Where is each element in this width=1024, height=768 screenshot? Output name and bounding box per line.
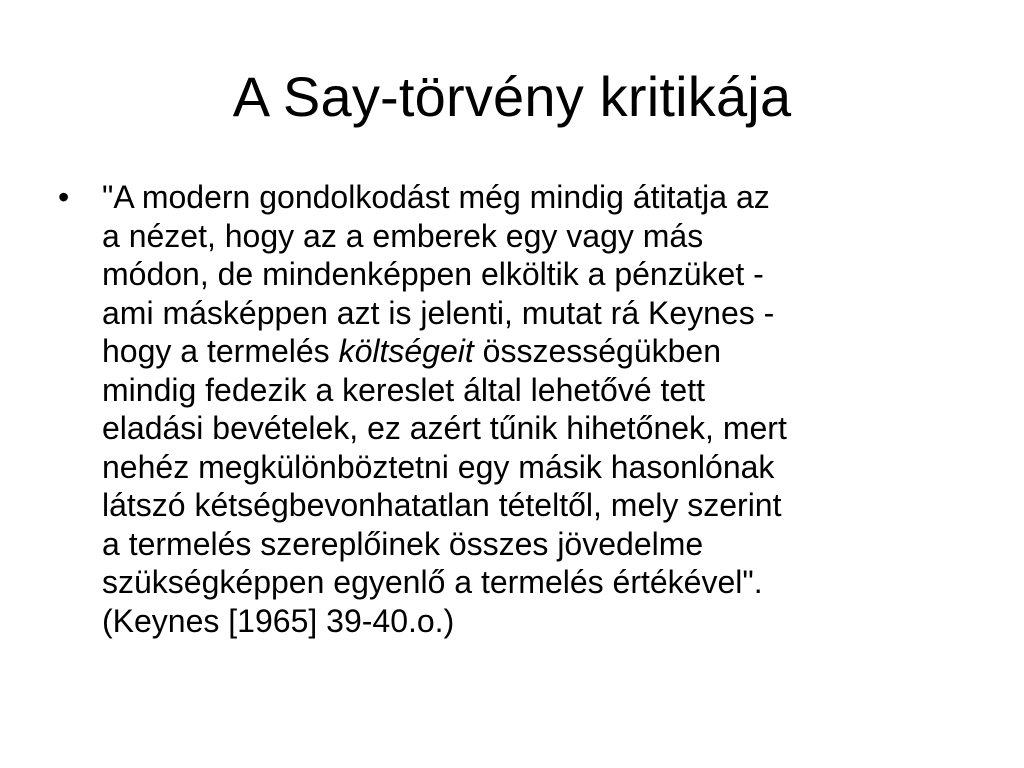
quote-line-9: látszó kétségbevonhatatlan tételtől, mely szerint [102, 487, 782, 523]
quote-line-2: a nézet, hogy az a emberek egy vagy más [102, 217, 704, 254]
quote-line-1: "A modern gondolkodást még mindig átitatja az [102, 179, 770, 215]
quote-line-3: módon, de mindenképpen elköltik a pénzüket - [102, 256, 764, 292]
quote-text [102, 178, 978, 640]
quote-line-4: ami másképpen azt is jelenti, mutat rá Keynes - [102, 294, 775, 331]
emphasized-term: költségeit [338, 333, 474, 369]
quote-line-11: szükségképpen egyenlő a termelés értékével". [102, 564, 763, 600]
quote-line-10: a termelés szereplőinek összes jövedelme [102, 525, 704, 562]
quote-line-8: nehéz megkülönböztetni egy másik hasonlónak [102, 448, 775, 485]
bullet-icon: • [58, 179, 70, 215]
bullet-item [58, 178, 978, 640]
quote-line-5-before: hogy a termelés [102, 333, 339, 369]
quote-line-5 [102, 332, 978, 371]
slide-title: A Say-törvény kritikája [232, 65, 792, 128]
quote-line-7: eladási bevételek, ez azért tűnik hihetőnek, mert [102, 410, 787, 446]
citation: (Keynes [1965] 39-40.o.) [102, 602, 455, 639]
quote-line-6: mindig fedezik a kereslet által lehetővé tett [102, 371, 705, 408]
quote-line-5-after: összességükben [473, 333, 722, 369]
bullet-list [58, 178, 978, 640]
